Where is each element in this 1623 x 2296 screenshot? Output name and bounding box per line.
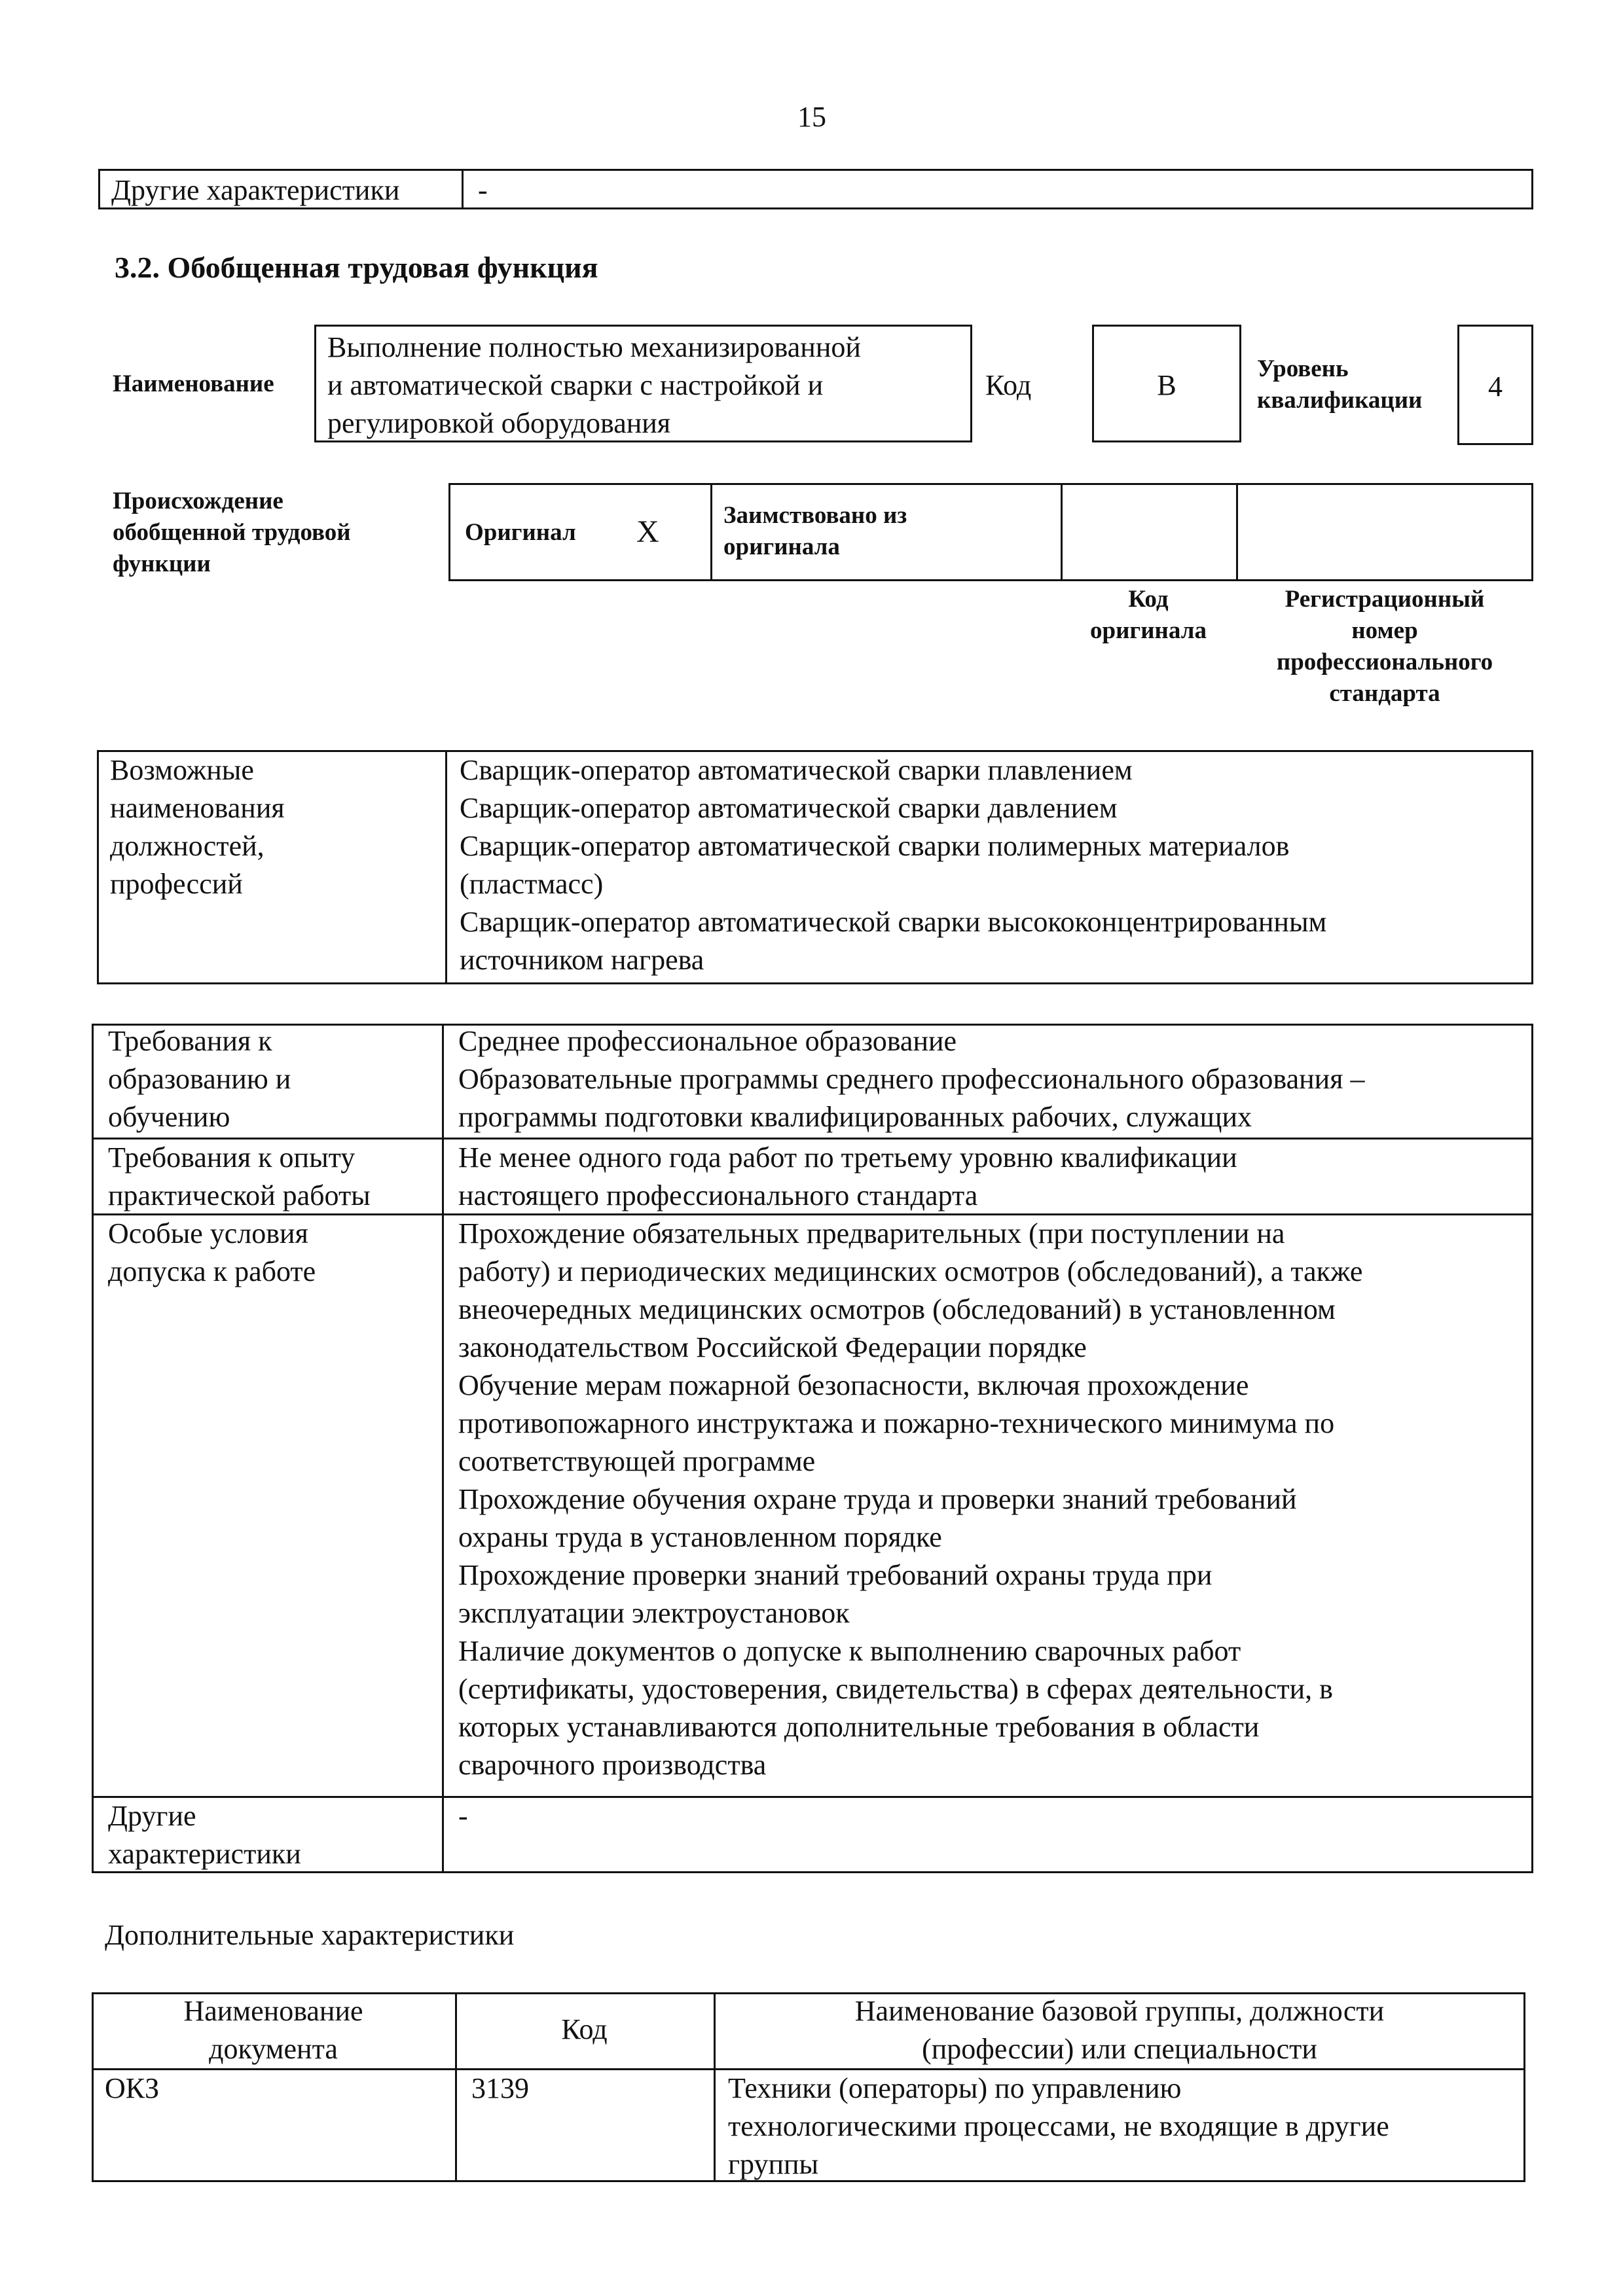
top-other-characteristics-value: - xyxy=(478,174,488,206)
origin-label: Происхождение обобщенной трудовой функции xyxy=(113,488,351,577)
experience-requirements-value: Не менее одного года работ по третьему уровню квалификации настоящего профессионального стандарта xyxy=(458,1141,1237,1211)
additional-row-code: 3139 xyxy=(471,2072,529,2104)
top-other-characteristics-label: Другие характеристики xyxy=(111,174,400,206)
experience-requirements-label: Требования к опыту практической работы xyxy=(108,1141,371,1211)
original-code-caption: Код оригинала xyxy=(1090,586,1207,644)
additional-header-document: Наименование документа xyxy=(183,1995,363,2065)
original-mark: X xyxy=(636,514,659,549)
name-label: Наименование xyxy=(113,370,274,397)
name-value: Выполнение полностью механизированной и автоматической сварки с настройкой и регулировкой оборудования xyxy=(327,331,861,439)
special-conditions-label: Особые условия допуска к работе xyxy=(108,1217,316,1287)
other-characteristics-value: - xyxy=(458,1800,468,1832)
borrowed-label: Заимствовано из оригинала xyxy=(723,502,907,560)
other-characteristics-label: Другие характеристики xyxy=(108,1800,301,1870)
origin-table xyxy=(448,483,1533,581)
positions-value: Сварщик-оператор автоматической сварки плавлением Сварщик-оператор автоматической сварки давлением Сварщик-оператор автоматической сварки полимерных материалов (пластмасс) Сварщик-оператор автоматической сварки высококонцентрированным источником нагрева xyxy=(460,754,1327,976)
education-requirements-label: Требования к образованию и обучению xyxy=(108,1025,291,1133)
original-label: Оригинал xyxy=(465,519,576,546)
code-value: B xyxy=(1157,369,1176,401)
education-requirements-value: Среднее профессиональное образование Образовательные программы среднего профессионального образования – программы подготовки квалифицированных рабочих, служащих xyxy=(458,1025,1365,1133)
additional-row-name: Техники (операторы) по управлению технологическими процессами, не входящие в другие группы xyxy=(728,2072,1389,2180)
positions-label: Возможные наименования должностей, профессий xyxy=(110,754,285,900)
registration-number-caption: Регистрационный номер профессионального стандарта xyxy=(1276,586,1493,707)
page-number: 15 xyxy=(797,101,826,133)
level-value: 4 xyxy=(1488,370,1503,403)
special-conditions-value: Прохождение обязательных предварительных (при поступлении на работу) и периодических медицинских осмотров (обследований), а также внеочередных медицинских осмотров (обследований) в установленном законодательством Российской Федерации порядке Обучение мерам пожарной безопасности, включая прохождение противопожарного инструктажа и пожарно-технического минимума по соответствующей программе Прохождение обучения охране труда и проверки знаний требований охраны труда в установленном порядке Прохождение проверки знаний требований охраны труда при эксплуатации электроустановок Наличие документов о допуске к выполнению сварочных работ (сертификаты, удостоверения, свидетельства) в сферах деятельности, в которых устанавливаются дополнительные требования в области сварочного производства xyxy=(458,1217,1363,1781)
section-title: 3.2. Обобщенная трудовая функция xyxy=(115,251,598,284)
additional-row-document: ОКЗ xyxy=(105,2072,160,2104)
additional-characteristics-title: Дополнительные характеристики xyxy=(105,1919,515,1951)
additional-header-code: Код xyxy=(561,2013,608,2045)
level-label: Уровень квалификации xyxy=(1257,355,1423,414)
code-label: Код xyxy=(985,369,1032,401)
additional-header-name: Наименование базовой группы, должности (профессии) или специальности xyxy=(854,1995,1385,2065)
